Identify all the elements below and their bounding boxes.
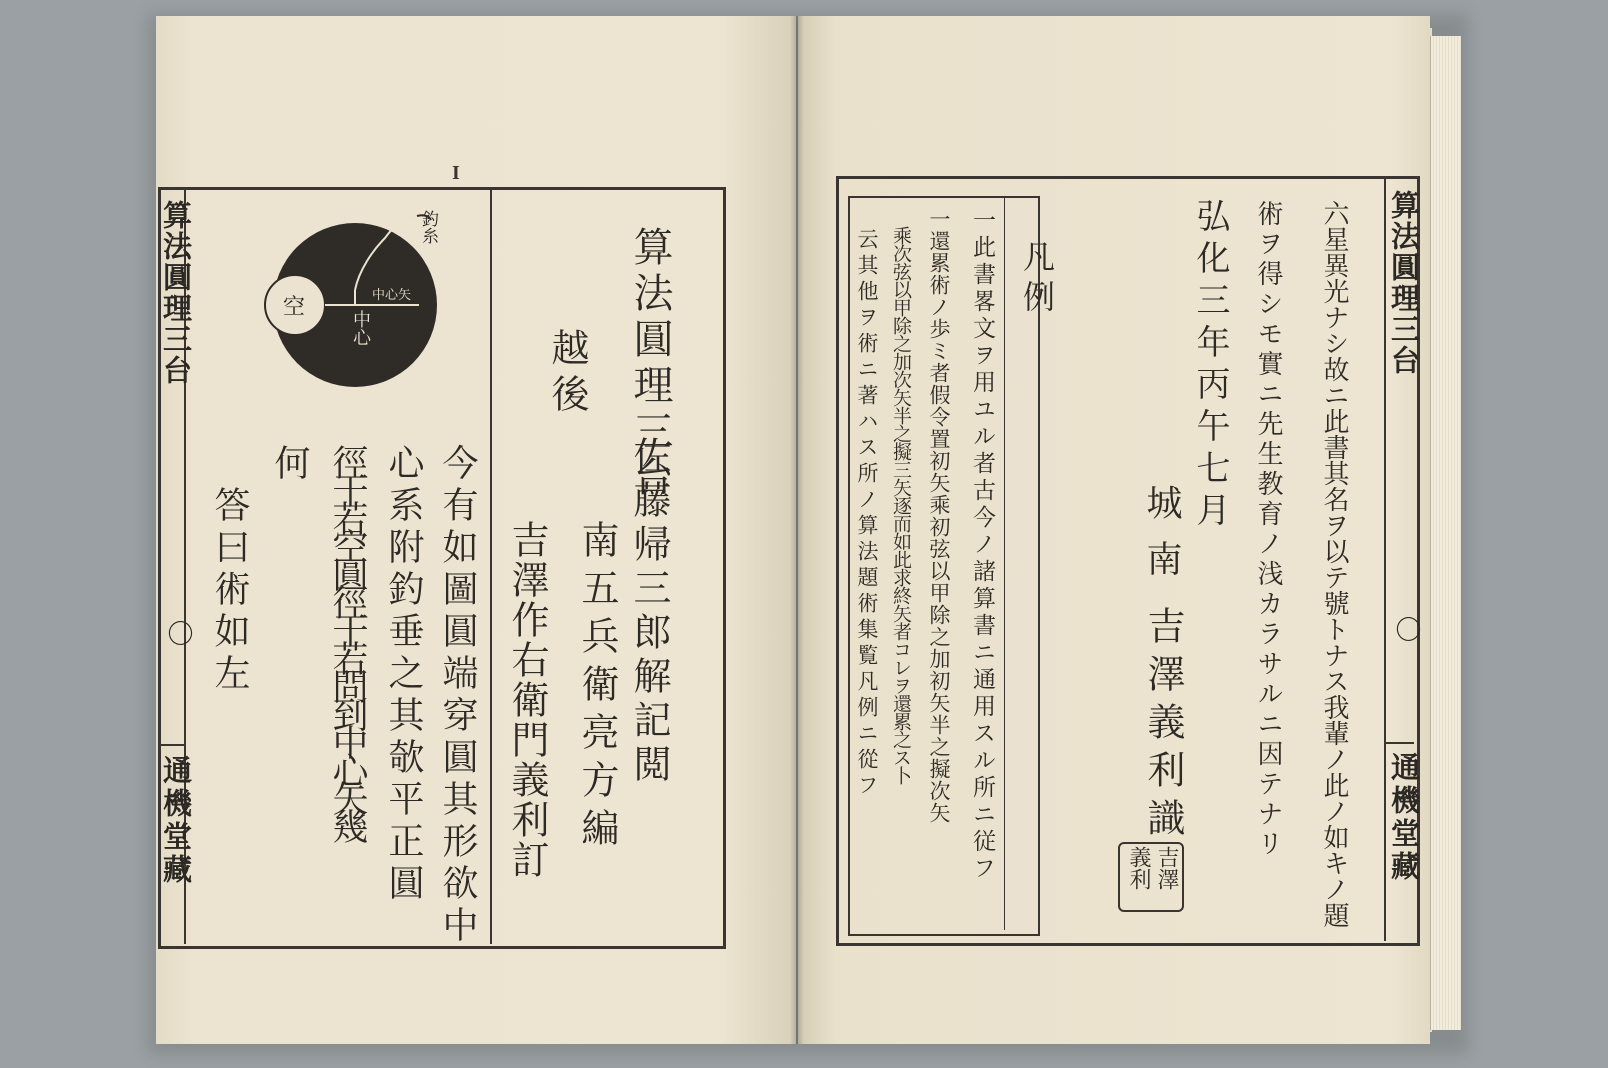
right-margin-notch — [1386, 742, 1414, 744]
signature-name: 吉澤義利識 — [1141, 606, 1185, 846]
margin-title-left: 算法圓理三台 — [159, 200, 193, 386]
margin-fish-mark-left: 〇 — [163, 620, 193, 646]
compiler-line: 南五兵衛亮方編 — [575, 520, 619, 856]
problem-line-4: 何 — [269, 444, 310, 480]
margin-fish-mark-right: 〇 — [1391, 616, 1421, 642]
problem-line-1: 今有如圖圓端穿圓其形欲中 — [437, 444, 478, 948]
margin-title-right: 算法圓理三台 — [1387, 190, 1421, 376]
rules-item-2: 一還累術ノ歩ミ者假令置初矢乘初弦以甲除之加初矢半之擬次矢 — [927, 208, 951, 824]
preface-line-2: 術ヲ得シモ實ニ先生教育ノ浅カラサルニ因テナリ — [1253, 200, 1283, 860]
book-title: 算法圓理三台 — [627, 226, 673, 502]
thread-label: 釣糸 — [418, 210, 438, 244]
rules-divider — [1004, 198, 1005, 930]
left-column-divider — [490, 190, 492, 944]
center-label: 中心 — [350, 310, 371, 346]
gutter-shadow — [790, 16, 804, 1044]
rules-item-3: 乘次弦以甲除之加次矢半之擬三矢逐而如此求終矢者コレヲ還累之ス卜 — [890, 226, 912, 784]
margin-publisher-right: 通機堂藏 — [1387, 752, 1421, 884]
rules-item-1: 一此書畧文ヲ用ユル者古今ノ諸算書ニ通用スル所ニ従フ — [969, 208, 995, 883]
problem-line-3: 徑干若空圓徑干若問到中心矢幾 — [327, 444, 368, 836]
seal-text: 吉澤義利 — [1126, 846, 1179, 890]
left-margin-notch — [160, 744, 184, 746]
preface-line-1: 六星異光ナシ故ニ此書其名ヲ以テ號トナス我輩ノ此ノ如キノ題 — [1319, 200, 1349, 928]
province: 越後 — [545, 328, 589, 420]
reviewer-line: 佐藤帰三郎解記閲 — [627, 436, 671, 788]
corrector-line: 吉澤作右衛門義利訂 — [505, 520, 549, 880]
date-line: 弘化三年丙午七月 — [1190, 198, 1230, 534]
answer-line: 答曰術如左 — [209, 486, 250, 696]
signature-place: 城南 — [1141, 484, 1182, 596]
page-edges — [1430, 36, 1461, 1030]
hole-label: 空 — [283, 295, 306, 320]
seal-stamp — [1118, 842, 1184, 912]
page-number: I — [452, 162, 460, 184]
problem-line-2: 心系附釣垂之其欹平正圓 — [383, 444, 424, 906]
rules-item-4: 云其他ヲ術ニ著ハス所ノ算法題術集覧凡例ニ從フ — [855, 228, 879, 800]
margin-publisher-left: 通機堂藏 — [159, 755, 193, 887]
rules-title: 凡例 — [1018, 240, 1056, 320]
arrow-label: 中心矢 — [372, 288, 412, 303]
